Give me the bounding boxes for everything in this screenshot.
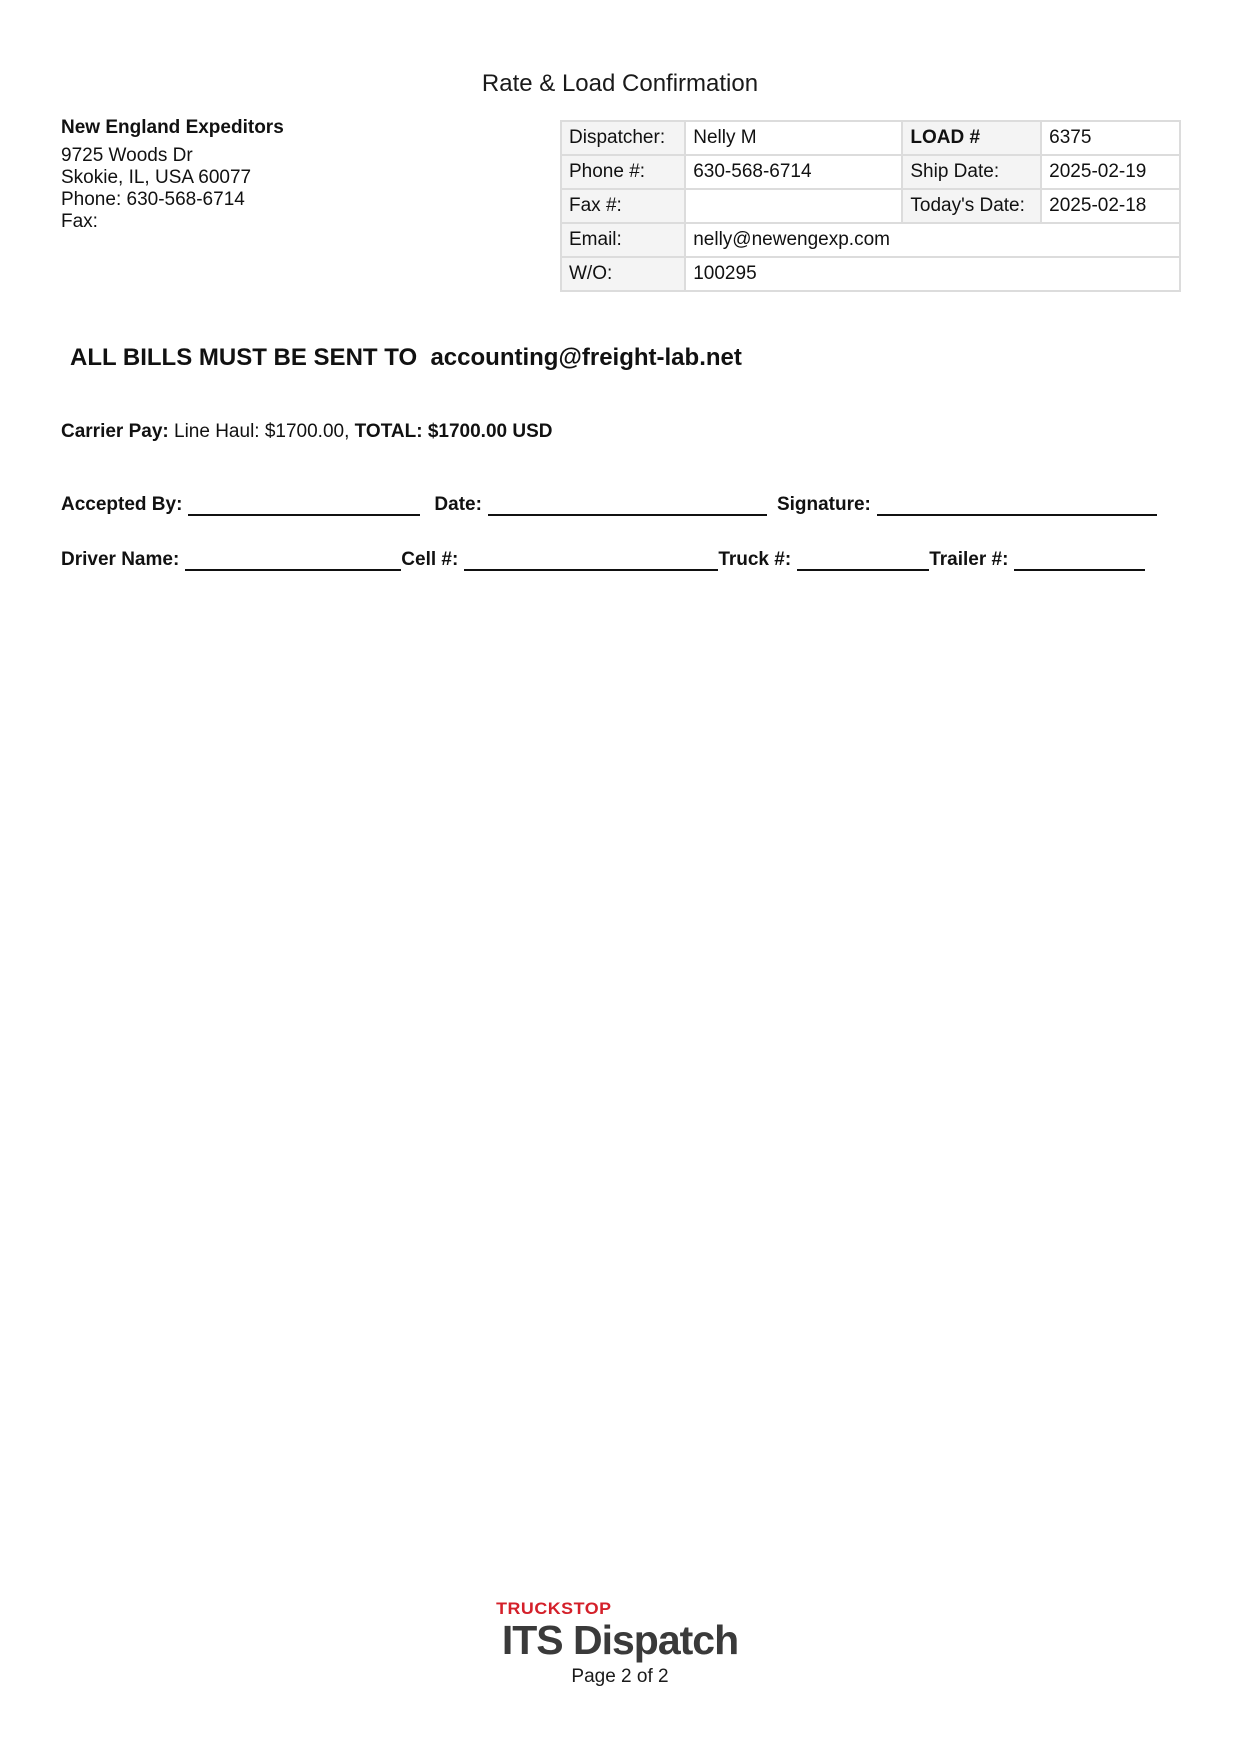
signature-line[interactable] [877,492,1157,516]
carrier-pay-label: Carrier Pay: [61,421,169,442]
company-block [61,117,284,233]
dispatcher-value: Nelly M [685,121,902,155]
page-number: Page 2 of 2 [571,1666,669,1687]
truck-line[interactable] [797,547,929,571]
its-dispatch-logo [495,1599,739,1663]
trailer-label: Trailer #: [929,549,1009,570]
trailer-line[interactable] [1014,547,1145,571]
ship-date-label: Ship Date: [902,155,1041,189]
table-row [561,257,1180,291]
todays-date-label: Today's Date: [902,189,1041,223]
footer [0,1600,1240,1688]
logo-truckstop-text: TRUCKSTOP [495,1599,612,1618]
work-order-value: 100295 [685,257,1180,291]
fax-label: Fax #: [561,189,685,223]
driver-row [61,547,1181,571]
carrier-pay-total: TOTAL: $1700.00 USD [354,421,553,442]
phone-label: Phone #: [561,155,685,189]
company-address-line1: 9725 Woods Dr [61,145,193,166]
load-info-table [560,120,1181,292]
table-row [561,121,1180,155]
line-haul: Line Haul: $1700.00, [168,421,355,442]
logo-its-dispatch-text: ITS Dispatch [501,1617,739,1663]
table-row [561,155,1180,189]
ship-date-value: 2025-02-19 [1041,155,1180,189]
truck-label: Truck #: [718,549,792,570]
company-fax: Fax: [61,211,98,232]
load-number-value: 6375 [1041,121,1180,155]
work-order-label: W/O: [561,257,685,291]
signature-label: Signature: [776,494,871,515]
email-label: Email: [561,223,685,257]
document-title: Rate & Load Confirmation [481,70,759,97]
table-row [561,189,1180,223]
email-value: nelly@newengexp.com [685,223,1180,257]
accepted-by-label: Accepted By: [61,494,183,515]
dispatcher-label: Dispatcher: [561,121,685,155]
accepted-by-line[interactable] [188,492,420,516]
company-address-line2: Skokie, IL, USA 60077 [61,167,252,188]
cell-label: Cell #: [401,549,459,570]
phone-value: 630-568-6714 [685,155,902,189]
company-phone: Phone: 630-568-6714 [61,189,245,210]
driver-name-label: Driver Name: [61,549,180,570]
cell-line[interactable] [464,547,718,571]
table-row [561,223,1180,257]
acceptance-row [61,492,1181,516]
load-number-label: LOAD # [902,121,1041,155]
todays-date-value: 2025-02-18 [1041,189,1180,223]
driver-name-line[interactable] [185,547,401,571]
company-name: New England Expeditors [61,117,284,138]
billing-notice: ALL BILLS MUST BE SENT TO accounting@freight-lab.net [70,344,742,371]
carrier-pay [61,421,552,443]
date-line[interactable] [488,492,767,516]
date-label: Date: [434,494,482,515]
fax-value [685,189,902,223]
